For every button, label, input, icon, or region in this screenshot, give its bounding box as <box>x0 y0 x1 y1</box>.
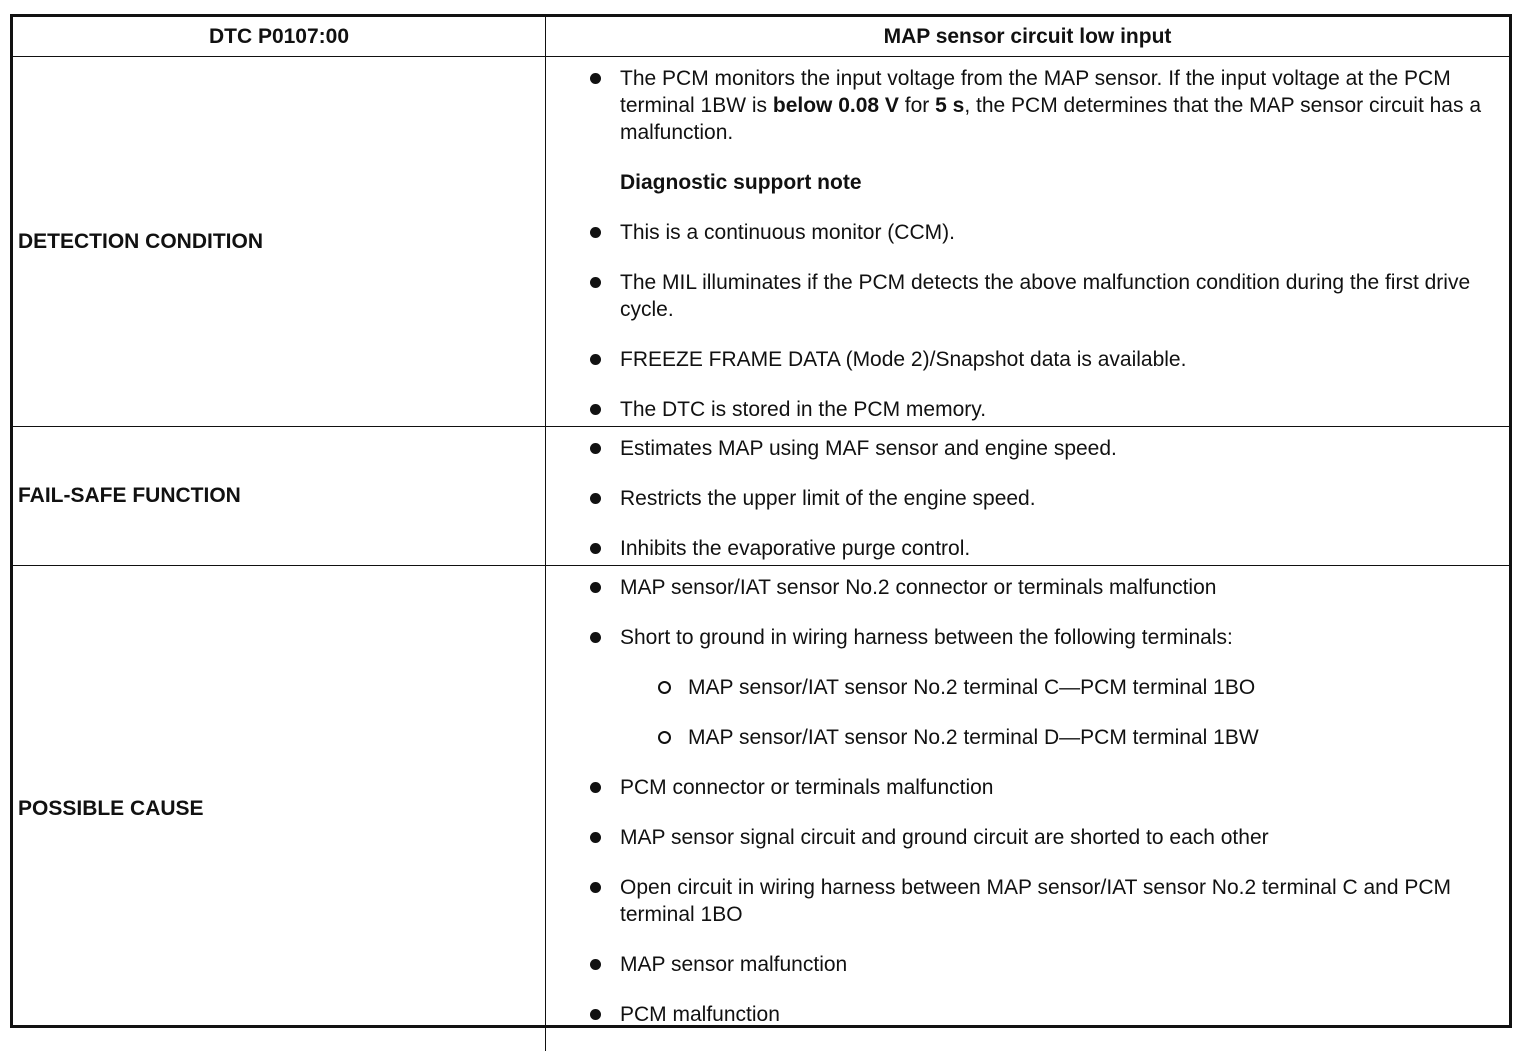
detection-condition-label: DETECTION CONDITION <box>13 57 546 427</box>
bullet-icon <box>590 65 620 92</box>
bullet-icon <box>590 435 620 462</box>
circle-bullet-icon <box>658 674 688 701</box>
list-item: The DTC is stored in the PCM memory. <box>590 396 1489 423</box>
list-item: PCM malfunction <box>590 1001 1489 1028</box>
list-item: Estimates MAP using MAF sensor and engine speed. <box>590 435 1489 462</box>
list-item: The PCM monitors the input voltage from the MAP sensor. If the input voltage at the PCM terminal 1BW is below 0.08 V for 5 s, the PCM determines that the MAP sensor circuit has a malfunction. <box>590 65 1489 146</box>
list-item: FREEZE FRAME DATA (Mode 2)/Snapshot data is available. <box>590 346 1489 373</box>
dtc-code-header <box>13 17 546 57</box>
bullet-icon <box>590 269 620 296</box>
detection-condition-content <box>546 57 1509 427</box>
circle-bullet-icon <box>658 724 688 751</box>
bullet-icon <box>590 574 620 601</box>
list-item: Short to ground in wiring harness between the following terminals: <box>590 624 1489 651</box>
list-item: PCM connector or terminals malfunction <box>590 774 1489 801</box>
bullet-icon <box>590 624 620 651</box>
sub-list-item: MAP sensor/IAT sensor No.2 terminal C—PCM terminal 1BO <box>658 674 1489 701</box>
list-item: MAP sensor signal circuit and ground circuit are shorted to each other <box>590 824 1489 851</box>
dtc-code: DTC P0107:00 <box>208 24 350 48</box>
list-item: Restricts the upper limit of the engine speed. <box>590 485 1489 512</box>
list-item: Open circuit in wiring harness between MAP sensor/IAT sensor No.2 terminal C and PCM terminal 1BO <box>590 874 1489 928</box>
list-item: The MIL illuminates if the PCM detects the above malfunction condition during the first drive cycle. <box>590 269 1489 323</box>
possible-cause-content <box>546 566 1509 1051</box>
bullet-icon <box>590 1001 620 1028</box>
bullet-icon <box>590 396 620 423</box>
dtc-title-header <box>546 17 1509 57</box>
list-item: MAP sensor malfunction <box>590 951 1489 978</box>
possible-cause-label: POSSIBLE CAUSE <box>13 566 546 1051</box>
diagnostic-support-note: Diagnostic support note <box>620 171 862 194</box>
bullet-icon <box>590 485 620 512</box>
list-item: Inhibits the evaporative purge control. <box>590 535 1489 562</box>
bullet-icon <box>590 774 620 801</box>
bullet-icon <box>590 346 620 373</box>
list-item: This is a continuous monitor (CCM). <box>590 219 1489 246</box>
bullet-icon <box>590 951 620 978</box>
bullet-icon <box>590 874 620 901</box>
dtc-table <box>10 14 1512 1028</box>
sub-list-item: MAP sensor/IAT sensor No.2 terminal D—PCM terminal 1BW <box>658 724 1489 751</box>
fail-safe-content <box>546 427 1509 566</box>
bullet-icon <box>590 535 620 562</box>
dtc-title: MAP sensor circuit low input <box>883 24 1172 48</box>
fail-safe-label: FAIL-SAFE FUNCTION <box>13 427 546 566</box>
bullet-icon <box>590 219 620 246</box>
list-item: MAP sensor/IAT sensor No.2 connector or terminals malfunction <box>590 574 1489 601</box>
bullet-icon <box>590 824 620 851</box>
